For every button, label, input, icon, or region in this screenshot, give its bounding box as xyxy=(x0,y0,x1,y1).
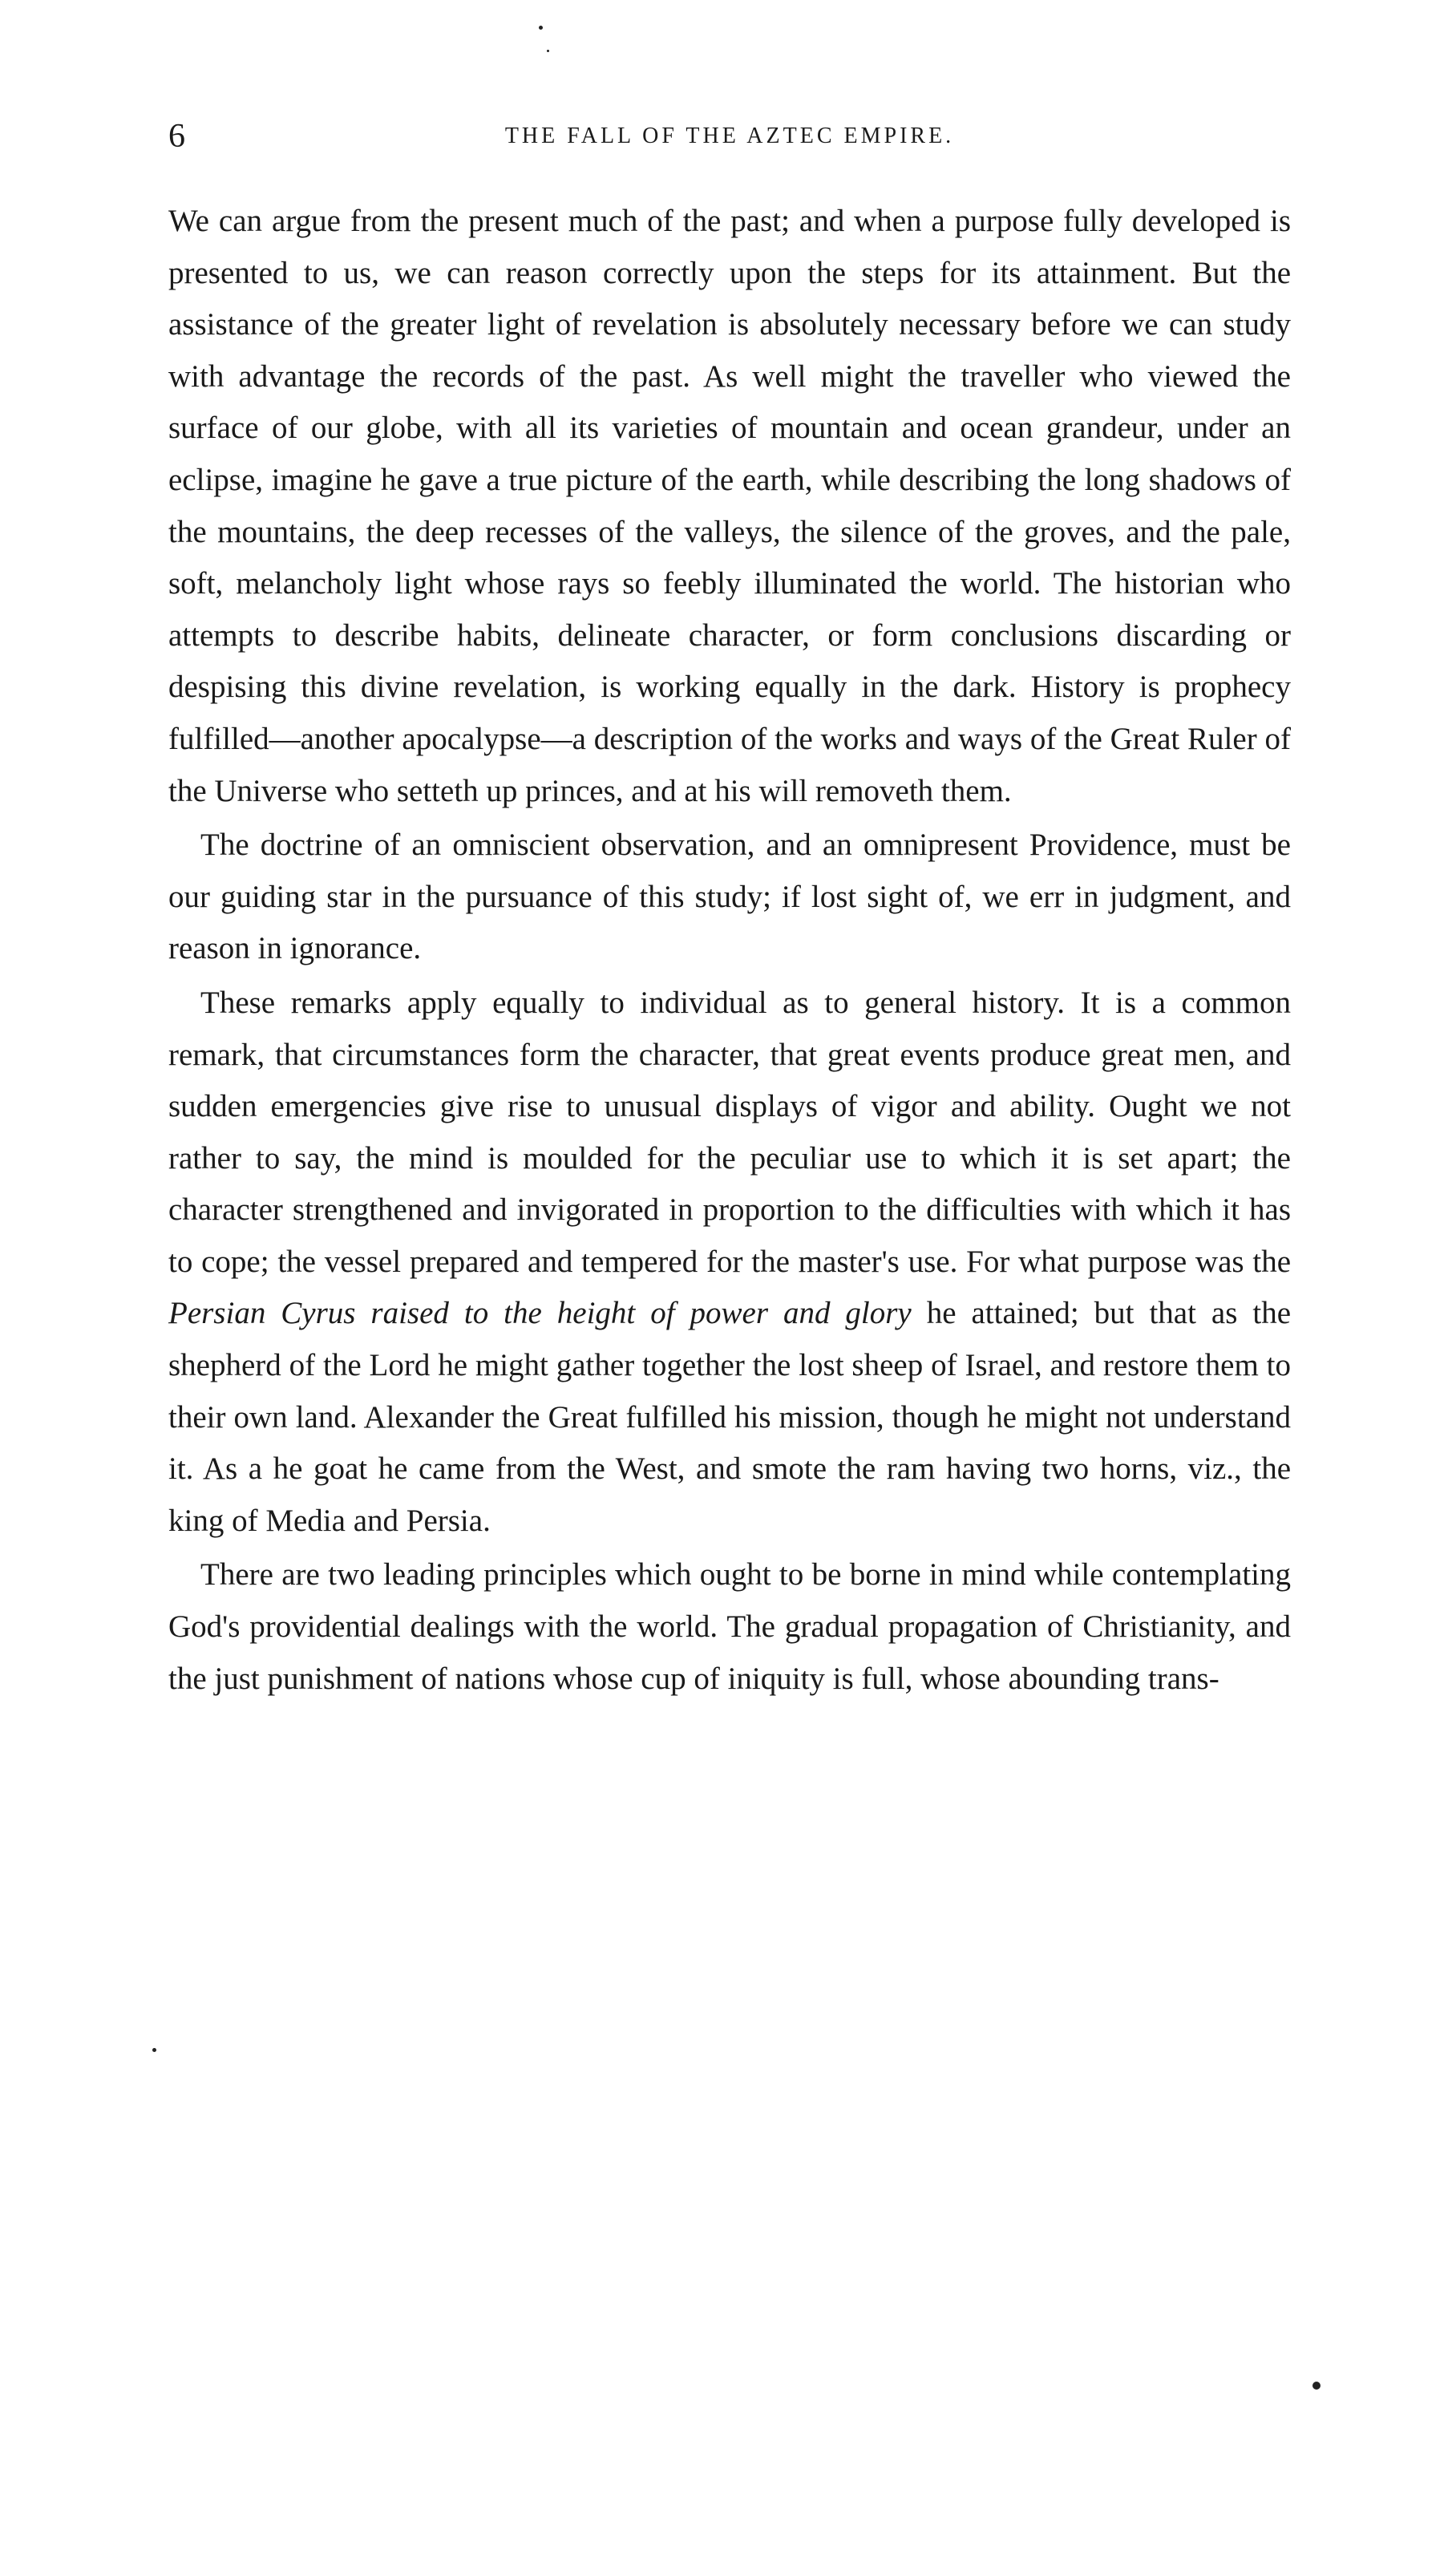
margin-speck-mark xyxy=(152,2048,156,2052)
paragraph-4: There are two leading principles which ought to be borne in mind while contemplating God's providential dealings with the world. The gradual propagation of Christianity, and the just punishment of nations whose cup of iniquity is full, whose abounding trans- xyxy=(168,1557,1291,1696)
paragraph-3-text-end: he attained; but that as the shepherd of the Lord he might gather together the lost sheep of Israel, and restore them to their own land. Alexander the Great fulfilled his mission, though he might not understand it. As a he goat he came from the West, and smote the ram having two horns, viz., the king of Media and Persia. xyxy=(168,1296,1292,1538)
paragraph-3-italic-phrase: Persian Cyrus raised to the height of power and glory xyxy=(168,1296,912,1331)
book-page xyxy=(168,112,1291,1707)
paragraph-2: The doctrine of an omniscient observation, and an omnipresent Providence, must be our guiding star in the pursuance of this study; if lost sight of, we err in judgment, and reason in ignorance. xyxy=(168,828,1291,966)
running-title: THE FALL OF THE AZTEC EMPIRE. xyxy=(504,123,955,148)
paragraph-1: We can argue from the present much of the past; and when a purpose fully developed is presented to us, we can reason correctly upon the steps for its attainment. But the assistance of the greater light of revelation is absolutely necessary before we can study with advantage the records of the past. As well might the traveller who viewed the surface of our globe, with all its varieties of mountain and ocean grandeur, under an eclipse, imagine he gave a true picture of the earth, while describing the long shadows of the mountains, the deep recesses of the valleys, the silence of the groves, and the pale, soft, melancholy light whose rays so feebly illuminated the world. The historian who attempts to describe habits, delineate character, or form conclusions discarding or despising this divine revelation, is working equally in the dark. History is prophecy fulfilled—another apocalypse—a description of the works and ways of the Great Ruler of the Universe who setteth up princes, and at his will removeth them. xyxy=(168,204,1291,808)
paragraph-3 xyxy=(168,977,1291,1548)
running-head xyxy=(168,112,1291,168)
top-speck-mark xyxy=(539,26,543,30)
paragraph-3-text-start: These remarks apply equally to individual as to general history. It is a common remark, that circumstances form the character, that great events produce great men, and sudden emergencies give rise to unusual displays of vigor and ability. Ought we not rather to say, the mind is moulded for the peculiar use to which it is set apart; the character strengthened and invigorated in proportion to the difficulties with which it has to cope; the vessel prepared and tempered for the master's use. For what purpose was the xyxy=(168,985,1291,1279)
bottom-speck-mark xyxy=(1312,2382,1321,2390)
top-speck-mark xyxy=(547,50,549,52)
page-number: 6 xyxy=(168,118,185,155)
